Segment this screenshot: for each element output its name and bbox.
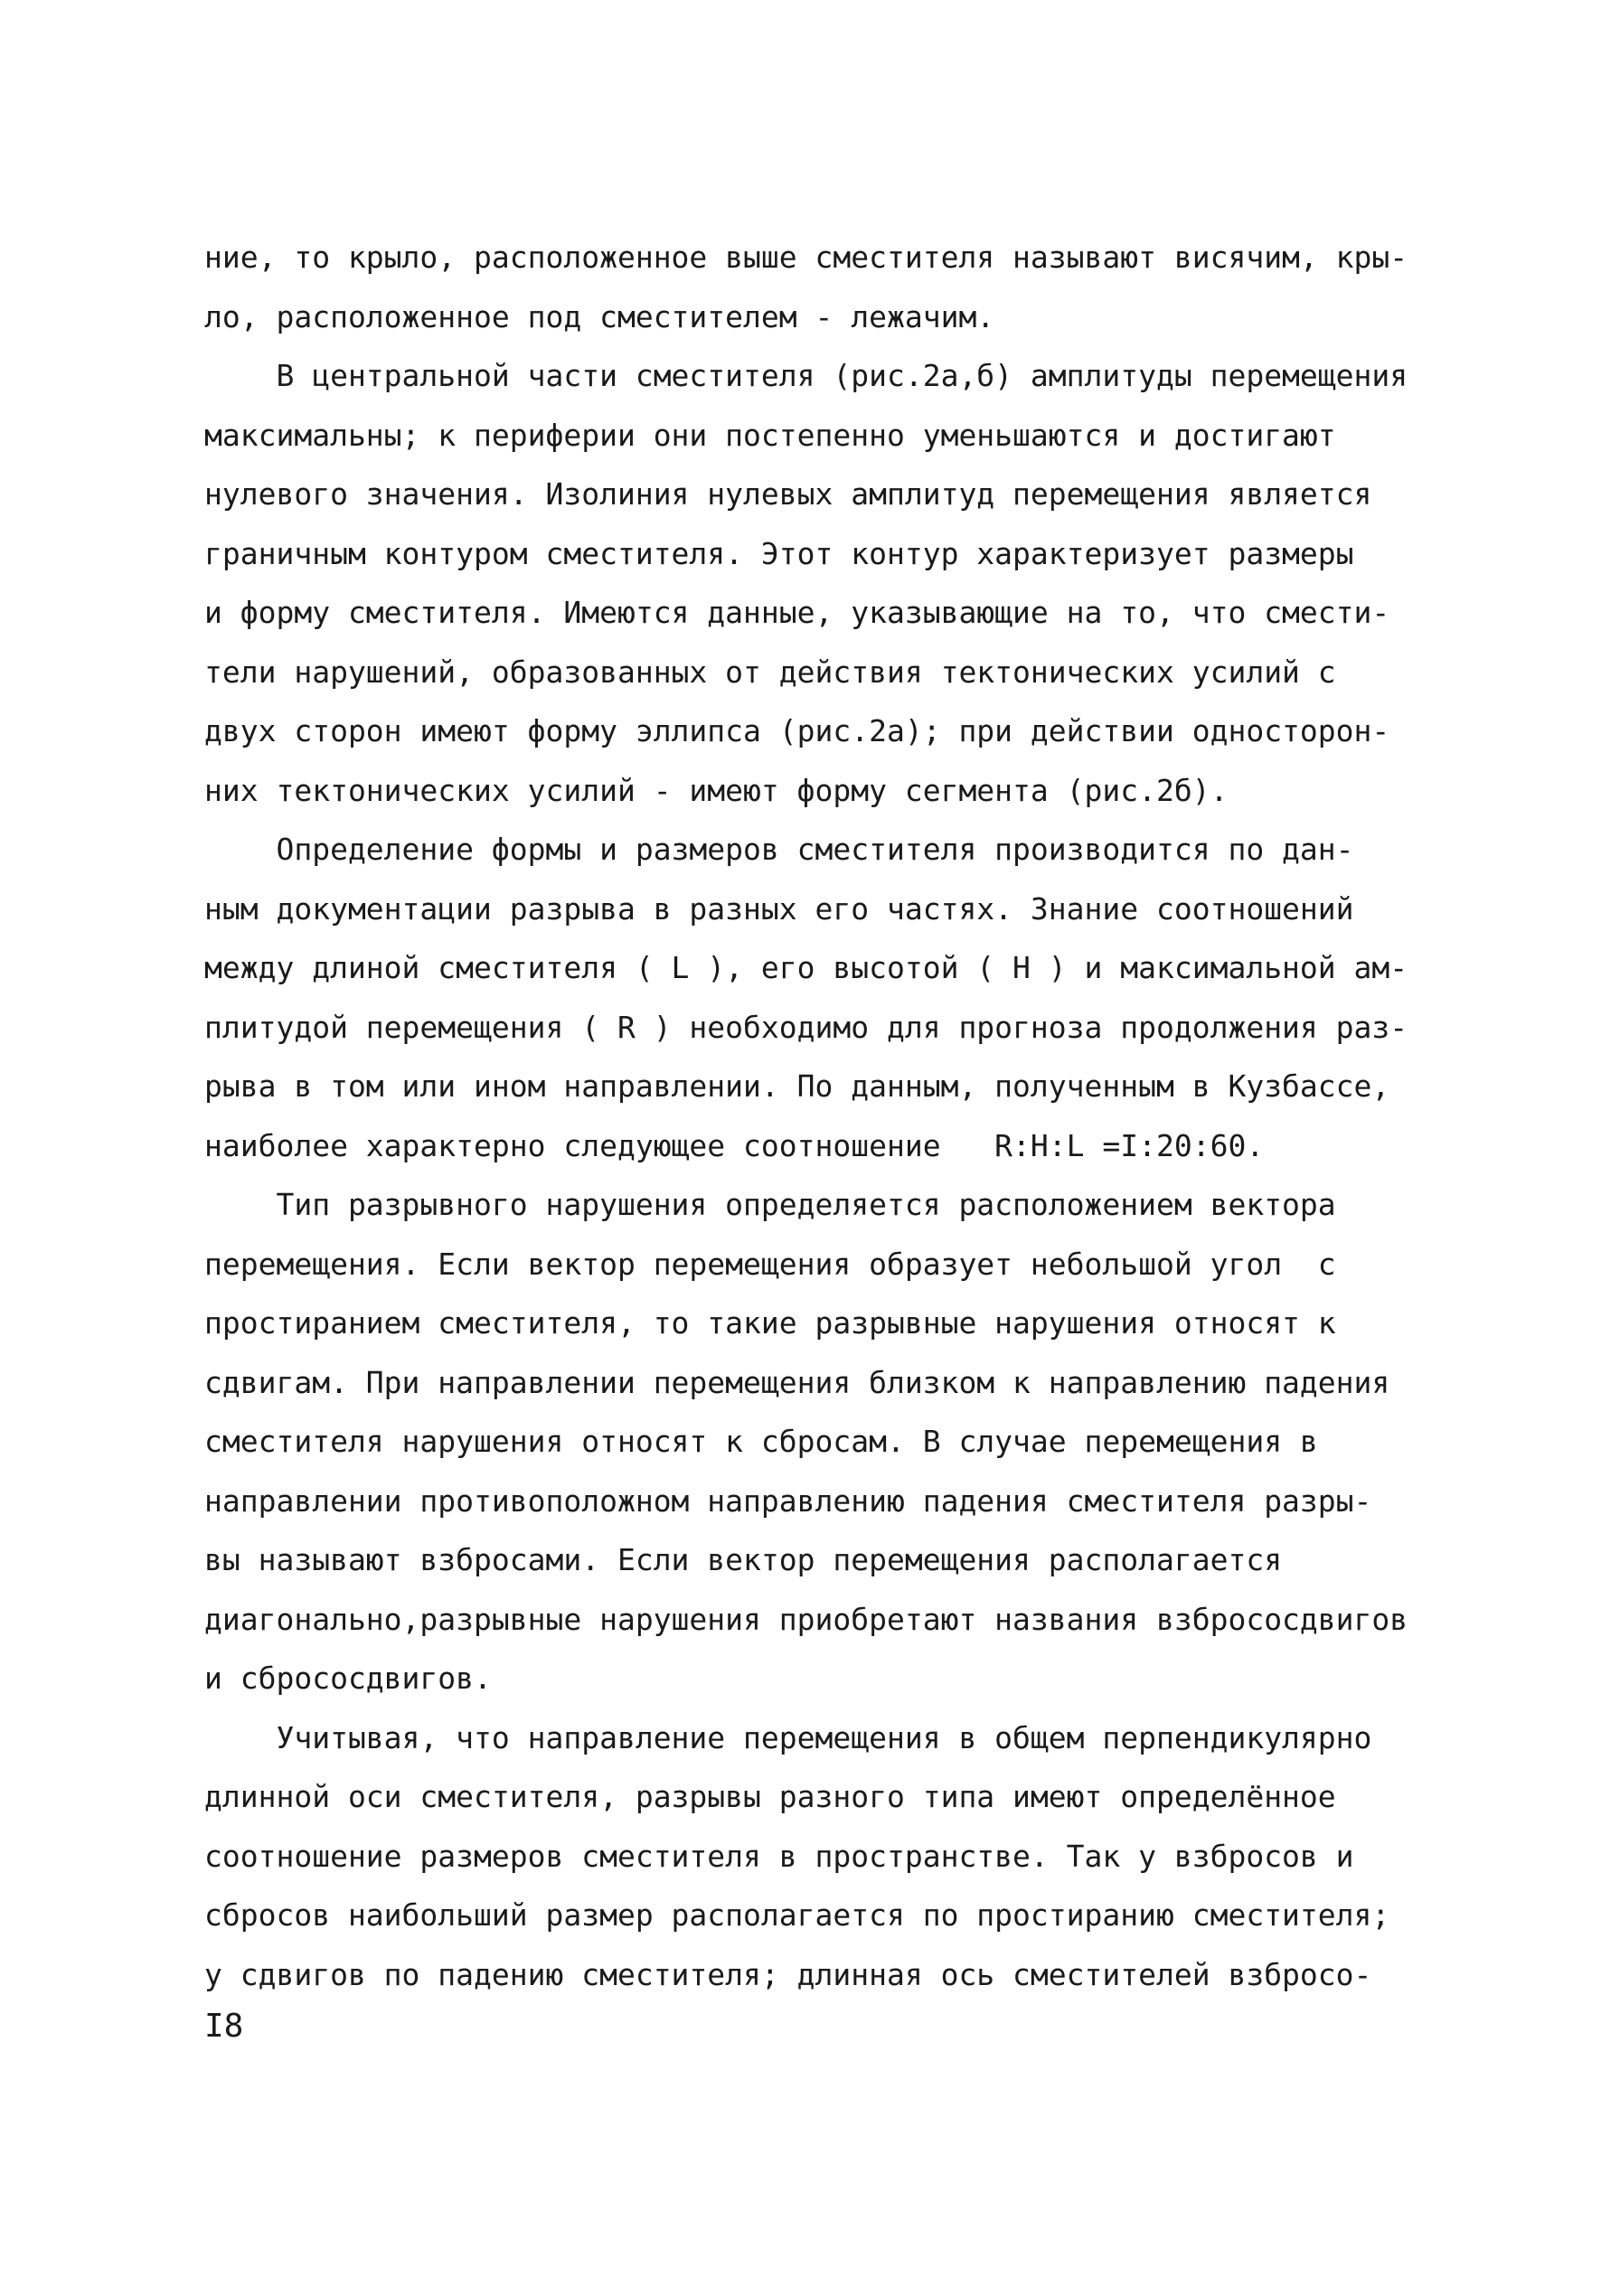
text-line: нулевого значения. Изолиния нулевых амплитуд перемещения является [204, 476, 1372, 512]
text-line: Учитывая, что направление перемещения в общем перпендикулярно [204, 1719, 1372, 1755]
text-line: сместителя нарушения относят к сбросам. В случае перемещения в [204, 1424, 1318, 1459]
body-text [204, 228, 1420, 2004]
text-line: между длиной сместителя ( L ), его высотой ( H ) и максимальной ам- [204, 950, 1408, 985]
text-line: диагонально,разрывные нарушения приобретают названия взбрососдвигов [204, 1601, 1408, 1637]
text-line: Определение формы и размеров сместителя производится по дан- [204, 832, 1354, 867]
text-line: и форму сместителя. Имеются данные, указывающие на то, что смести- [204, 595, 1390, 630]
text-line: вы называют взбросами. Если вектор перемещения располагается [204, 1542, 1283, 1577]
text-line: двух сторон имеют форму эллипса (рис.2а); при действии односторон- [204, 713, 1390, 748]
text-line: наиболее характерно следующее соотношение R:H:L =I:20:60. [204, 1127, 1265, 1163]
text-line: соотношение размеров сместителя в пространстве. Так у взбросов и [204, 1838, 1354, 1874]
text-line: перемещения. Если вектор перемещения образует небольшой угол с [204, 1246, 1336, 1282]
text-line: и сбрососдвигов. [204, 1661, 492, 1696]
text-line: В центральной части сместителя (рис.2а,б) амплитуды перемещения [204, 358, 1408, 393]
text-line: у сдвигов по падению сместителя; длинная ось сместителей взбросо- [204, 1956, 1372, 1992]
text-line: ло, расположенное под сместителем - лежачим. [204, 298, 995, 334]
text-line: максимальны; к периферии они постепенно уменьшаются и достигают [204, 417, 1336, 453]
text-line: тели нарушений, образованных от действия тектонических усилий с [204, 654, 1336, 690]
text-line: Тип разрывного нарушения определяется расположением вектора [204, 1187, 1336, 1222]
text-line: сбросов наибольший размер располагается по простиранию сместителя; [204, 1897, 1390, 1933]
text-line: ние, то крыло, расположенное выше сместителя называют висячим, кры- [204, 240, 1408, 275]
text-line: граничным контуром сместителя. Этот контур характеризует размеры [204, 535, 1354, 571]
text-line: плитудой перемещения ( R ) необходимо для прогноза продолжения раз- [204, 1009, 1408, 1045]
page-number: I8 [204, 2008, 244, 2045]
text-line: рыва в том или ином направлении. По данным, полученным в Кузбассе, [204, 1068, 1390, 1104]
text-line: них тектонических усилий - имеют форму сегмента (рис.2б). [204, 772, 1229, 808]
text-line: ным документации разрыва в разных его частях. Знание соотношений [204, 890, 1354, 927]
text-line: направлении противоположном направлению падения сместителя разры- [204, 1482, 1372, 1519]
text-line: простиранием сместителя, то такие разрывные нарушения относят к [204, 1305, 1336, 1341]
text-line: сдвигам. При направлении перемещения близком к направлению падения [204, 1364, 1390, 1400]
text-line: длинной оси сместителя, разрывы разного типа имеют определённое [204, 1779, 1336, 1814]
